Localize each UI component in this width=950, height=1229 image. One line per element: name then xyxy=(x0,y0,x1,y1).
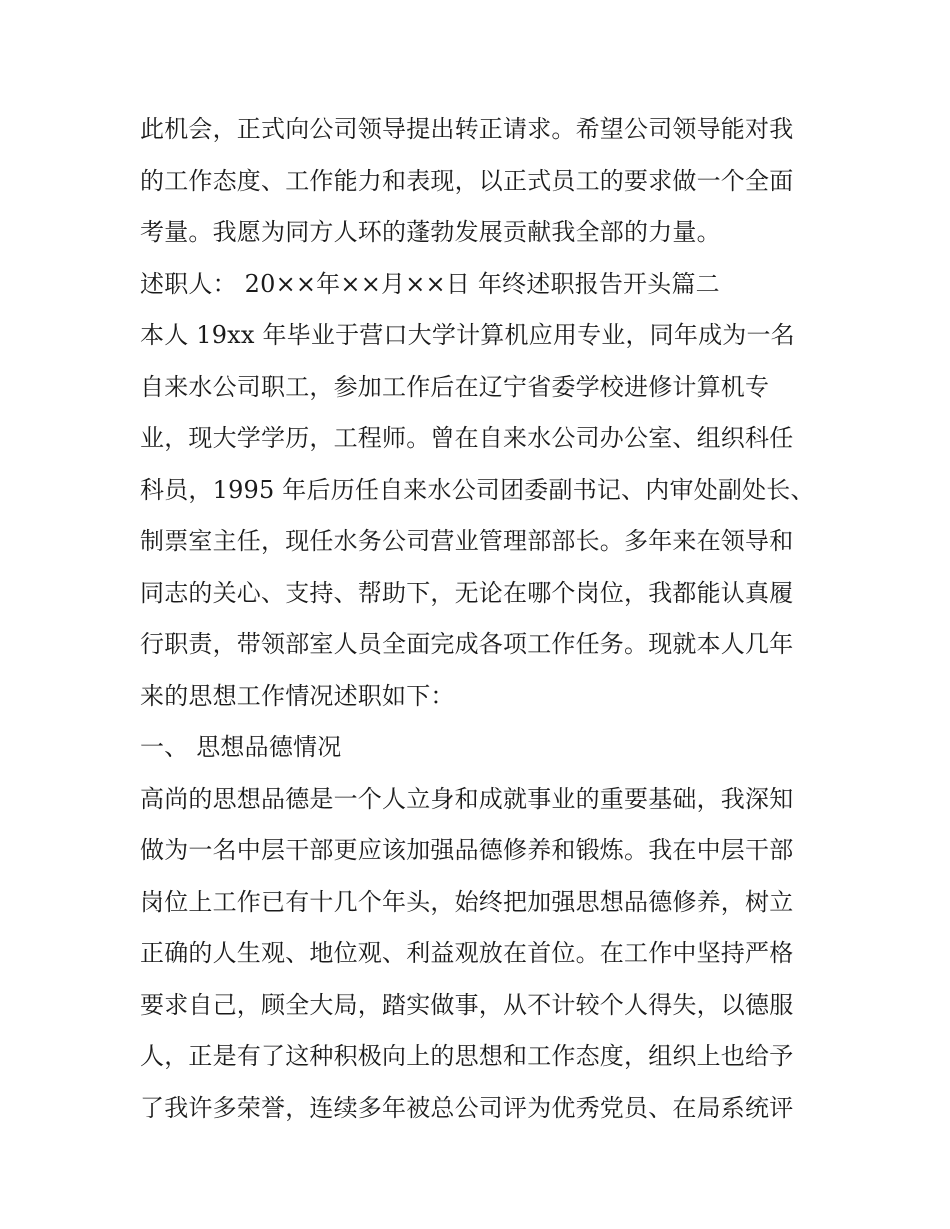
text-line: 做为一名中层干部更应该加强品德修养和锻炼。我在中层干部 xyxy=(140,836,794,864)
text-line: 的工作态度、工作能力和表现，以正式员工的要求做一个全面 xyxy=(140,166,794,195)
text-line: 同志的关心、支持、帮助下，无论在哪个岗位，我都能认真履 xyxy=(140,578,794,607)
text-line: 制票室主任，现任水务公司营业管理部部长。多年来在领导和 xyxy=(140,527,794,555)
signature-line: 述职人： 20××年××月××日 年终述职报告开头篇二 xyxy=(140,269,720,298)
text-line: 自来水公司职工，参加工作后在辽宁省委学校进修计算机专 xyxy=(140,372,770,401)
text-line: 考量。我愿为同方人环的蓬勃发展贡献我全部的力量。 xyxy=(140,218,721,246)
text-line: 要求自己，顾全大局，踏实做事，从不计较个人得失，以德服 xyxy=(140,990,794,1019)
text-line: 人，正是有了这种积极向上的思想和工作态度，组织上也给予 xyxy=(140,1042,794,1070)
text-line: 来的思想工作情况述职如下： xyxy=(140,681,455,710)
text-line: 正确的人生观、地位观、利益观放在首位。在工作中坚持严格 xyxy=(140,939,794,967)
text-line: 岗位上工作已有十几个年头，始终把加强思想品德修养，树立 xyxy=(140,887,794,916)
text-line: 此机会，正式向公司领导提出转正请求。希望公司领导能对我 xyxy=(140,115,794,143)
text-line: 高尚的思想品德是一个人立身和成就事业的重要基础，我深知 xyxy=(140,784,794,813)
text-line: 了我许多荣誉，连续多年被总公司评为优秀党员、在局系统评 xyxy=(140,1093,794,1122)
text-line: 业，现大学学历，工程师。曾在自来水公司办公室、组织科任 xyxy=(140,424,794,452)
text-line: 本人 19xx 年毕业于营口大学计算机应用专业，同年成为一名 xyxy=(140,321,795,349)
text-line: 行职责，带领部室人员全面完成各项工作任务。现就本人几年 xyxy=(140,630,794,658)
text-line: 科员，1995 年后历任自来水公司团委副书记、内审处副处长、 xyxy=(140,475,815,504)
document-body xyxy=(140,104,820,1134)
section-heading: 一、 思想品德情况 xyxy=(140,733,342,761)
